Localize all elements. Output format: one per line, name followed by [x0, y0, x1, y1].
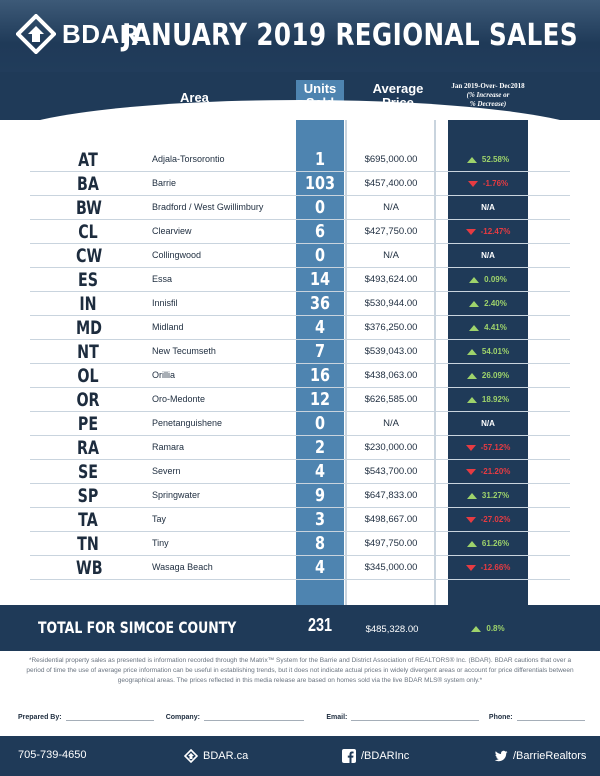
increase-arrow-icon	[467, 373, 477, 379]
page-title: JANUARY 2019 REGIONAL SALES	[122, 18, 578, 53]
table-row	[0, 508, 600, 532]
increase-arrow-icon	[469, 301, 479, 307]
percent-change-value: N/A	[481, 251, 495, 260]
decrease-arrow-icon	[466, 517, 476, 523]
decrease-arrow-icon	[466, 469, 476, 475]
table-row	[0, 388, 600, 412]
logo-text: BDAR	[62, 18, 140, 49]
area-name: Severn	[152, 466, 181, 476]
table-row	[0, 316, 600, 340]
table-row	[0, 196, 600, 220]
units-sold: 36	[309, 293, 331, 314]
percent-change-value: 18.92%	[481, 395, 510, 404]
units-sold: 16	[309, 365, 331, 386]
percent-change-value: -12.66%	[480, 563, 511, 572]
total-units: 231	[307, 615, 333, 635]
percent-change	[448, 491, 528, 500]
change-header-line1: Jan 2019-Over- Dec2018	[451, 82, 525, 90]
price-header-line1: Average	[372, 81, 424, 96]
increase-arrow-icon	[467, 157, 477, 163]
percent-change	[448, 203, 528, 212]
footer-twitter-text: /BarrieRealtors	[513, 750, 587, 762]
average-price: $497,750.00	[364, 538, 418, 549]
area-name: New Tecumseth	[152, 346, 216, 356]
table-row	[0, 532, 600, 556]
percent-change-value: -12.47%	[480, 227, 511, 236]
area-name: Midland	[152, 322, 184, 332]
prepared-by-field[interactable]	[18, 712, 162, 721]
average-price: $647,833.00	[364, 490, 418, 501]
decrease-arrow-icon	[466, 445, 476, 451]
prepared-by-line[interactable]	[66, 712, 154, 721]
area-name: Barrie	[152, 178, 177, 188]
prepared-by-label: Prepared By:	[18, 714, 62, 721]
average-price: $438,063.00	[364, 370, 418, 381]
footer-website[interactable]	[184, 749, 248, 763]
area-code: TA	[78, 509, 98, 531]
percent-change	[448, 275, 528, 284]
percent-change	[448, 179, 528, 188]
footer-facebook[interactable]	[342, 749, 409, 763]
average-price: $427,750.00	[364, 226, 418, 237]
area-code: OL	[77, 365, 99, 387]
table-row	[0, 268, 600, 292]
average-price: $498,667.00	[364, 514, 418, 525]
increase-arrow-icon	[467, 493, 477, 499]
footer-website-text: BDAR.ca	[203, 750, 249, 762]
units-sold: 9	[314, 485, 326, 506]
area-code: CW	[76, 245, 103, 267]
footer-phone-text: 705-739-4650	[18, 749, 87, 761]
units-sold: 1	[314, 149, 326, 170]
area-code: BW	[76, 197, 102, 219]
table-row	[0, 436, 600, 460]
area-name: Oro-Medonte	[152, 394, 206, 404]
average-price: $230,000.00	[364, 442, 418, 453]
average-price: N/A	[383, 418, 399, 429]
average-price: $345,000.00	[364, 562, 418, 573]
area-name: Tay	[152, 514, 167, 524]
increase-arrow-icon	[471, 626, 481, 632]
percent-change	[448, 155, 528, 164]
increase-arrow-icon	[469, 325, 479, 331]
bdar-small-logo-icon	[184, 749, 198, 763]
units-sold: 12	[309, 389, 331, 410]
average-price: $493,624.00	[364, 274, 418, 285]
percent-change-value: -27.02%	[480, 515, 511, 524]
area-name: Springwater	[152, 490, 201, 500]
percent-change	[448, 251, 528, 260]
units-sold: 14	[309, 269, 331, 290]
header-banner	[0, 0, 600, 72]
area-name: Innisfil	[152, 298, 178, 308]
company-field[interactable]	[166, 712, 315, 721]
units-sold: 4	[314, 317, 326, 338]
units-header-line1: Units	[303, 81, 337, 96]
area-code: IN	[79, 293, 97, 315]
percent-change-value: 61.26%	[481, 539, 510, 548]
table-row	[0, 412, 600, 436]
phone-line[interactable]	[517, 712, 585, 721]
table-row	[0, 220, 600, 244]
total-price: $485,328.00	[365, 624, 419, 635]
units-sold: 2	[314, 437, 326, 458]
email-line[interactable]	[351, 712, 479, 721]
bdar-logo	[16, 14, 139, 54]
change-header-line3: % Decrease)	[469, 100, 507, 108]
footer-phone[interactable]	[18, 749, 87, 761]
units-sold: 0	[314, 413, 326, 434]
percent-change	[448, 539, 528, 548]
percent-change-value: 0.09%	[484, 275, 507, 284]
percent-change	[448, 443, 528, 452]
bdar-logo-icon	[16, 14, 56, 54]
company-label: Company:	[165, 714, 200, 721]
total-change-value: 0.8%	[486, 624, 505, 633]
average-price: $530,944.00	[364, 298, 418, 309]
area-code: WB	[76, 557, 103, 579]
units-column-header	[296, 82, 344, 110]
area-name: Clearview	[152, 226, 192, 236]
total-change	[448, 624, 528, 633]
email-field[interactable]	[326, 712, 485, 721]
area-code: SP	[77, 485, 99, 507]
table-row	[0, 148, 600, 172]
area-name: Ramara	[152, 442, 185, 452]
area-code: AT	[78, 149, 98, 171]
area-code: ES	[77, 269, 98, 291]
area-code: RA	[76, 437, 100, 459]
decrease-arrow-icon	[468, 181, 478, 187]
units-sold: 3	[314, 509, 326, 530]
area-name: Collingwood	[152, 250, 202, 260]
area-code: MD	[76, 317, 103, 339]
units-sold: 8	[314, 533, 326, 554]
change-column-header	[440, 82, 536, 109]
decrease-arrow-icon	[466, 565, 476, 571]
percent-change-value: 2.40%	[484, 299, 507, 308]
percent-change-value: -57.12%	[480, 443, 511, 452]
percent-change	[448, 227, 528, 236]
average-price: N/A	[383, 250, 399, 261]
percent-change	[448, 299, 528, 308]
company-line[interactable]	[204, 712, 304, 721]
percent-change	[448, 347, 528, 356]
table-row	[0, 364, 600, 388]
phone-field[interactable]	[489, 712, 588, 721]
units-sold: 4	[314, 557, 326, 578]
area-code: BA	[77, 173, 99, 195]
area-name: Bradford / West Gwillimbury	[152, 202, 264, 212]
percent-change-value: 52.58%	[481, 155, 510, 164]
percent-change	[448, 515, 528, 524]
increase-arrow-icon	[467, 349, 477, 355]
table-row	[0, 292, 600, 316]
price-column-header	[360, 82, 436, 110]
units-sold: 7	[314, 341, 326, 362]
average-price: $626,585.00	[364, 394, 418, 405]
area-code: OR	[76, 389, 100, 411]
percent-change	[448, 323, 528, 332]
table-row	[0, 244, 600, 268]
percent-change-value: N/A	[481, 419, 495, 428]
area-name: Tiny	[152, 538, 169, 548]
percent-change	[448, 371, 528, 380]
area-code: SE	[77, 461, 98, 483]
facebook-icon	[342, 749, 356, 763]
table-row	[0, 484, 600, 508]
disclaimer: *Residential property sales as presented is information recorded through the Matrix™ System for the Barrie and District Association of REALTORS® Inc. (BDAR). BDAR cautions that over a period of time the use of average price information can be useful in establishing trends, but it does not indicate actual prices in widely divergent areas or account for price differentials between geographical areas. The prices reflected in this media release are based on homes sold via the live BDAR MLS® system only.*	[26, 657, 574, 684]
average-price: $457,400.00	[364, 178, 418, 189]
phone-label: Phone:	[488, 714, 513, 721]
units-header-line2: Sold	[305, 95, 335, 110]
change-header-line2: (% Increase or	[466, 91, 510, 99]
average-price: N/A	[383, 202, 399, 213]
percent-change	[448, 467, 528, 476]
percent-change-value: 4.41%	[484, 323, 507, 332]
decrease-arrow-icon	[466, 229, 476, 235]
units-sold: 6	[314, 221, 326, 242]
table-row	[0, 460, 600, 484]
area-column-header: Area	[180, 90, 209, 105]
percent-change-value: 31.27%	[481, 491, 510, 500]
table-row	[0, 172, 600, 196]
increase-arrow-icon	[467, 541, 477, 547]
area-code: TN	[77, 533, 99, 555]
average-price: $539,043.00	[364, 346, 418, 357]
percent-change-value: 54.01%	[481, 347, 510, 356]
percent-change-value: -21.20%	[480, 467, 511, 476]
percent-change-value: N/A	[481, 203, 495, 212]
area-name: Adjala-Torsorontio	[152, 154, 225, 164]
footer	[0, 736, 600, 776]
average-price: $376,250.00	[364, 322, 418, 333]
twitter-icon	[494, 749, 508, 763]
area-name: Orillia	[152, 370, 176, 380]
units-sold: 0	[314, 197, 326, 218]
table-row	[0, 556, 600, 580]
units-sold: 4	[314, 461, 326, 482]
increase-arrow-icon	[467, 397, 477, 403]
footer-twitter[interactable]	[494, 749, 586, 763]
table-row	[0, 340, 600, 364]
area-name: Penetanguishene	[152, 418, 223, 428]
area-code: PE	[77, 413, 99, 435]
sales-table	[0, 148, 600, 580]
footer-facebook-text: /BDARInc	[361, 750, 410, 762]
increase-arrow-icon	[469, 277, 479, 283]
area-name: Wasaga Beach	[152, 562, 213, 572]
area-code: NT	[77, 341, 99, 363]
percent-change-value: 26.09%	[481, 371, 510, 380]
price-header-line2: Price	[382, 95, 414, 110]
average-price: $543,700.00	[364, 466, 418, 477]
total-label: TOTAL FOR SIMCOE COUNTY	[38, 618, 237, 637]
contact-form-row	[18, 712, 588, 721]
percent-change-value: -1.76%	[482, 179, 509, 188]
percent-change	[448, 419, 528, 428]
average-price: $695,000.00	[364, 154, 418, 165]
units-sold: 103	[304, 173, 336, 194]
area-code: CL	[78, 221, 98, 243]
email-label: Email:	[326, 714, 348, 721]
percent-change	[448, 395, 528, 404]
area-name: Essa	[152, 274, 173, 284]
row-divider	[30, 579, 570, 580]
units-sold: 0	[314, 245, 326, 266]
percent-change	[448, 563, 528, 572]
